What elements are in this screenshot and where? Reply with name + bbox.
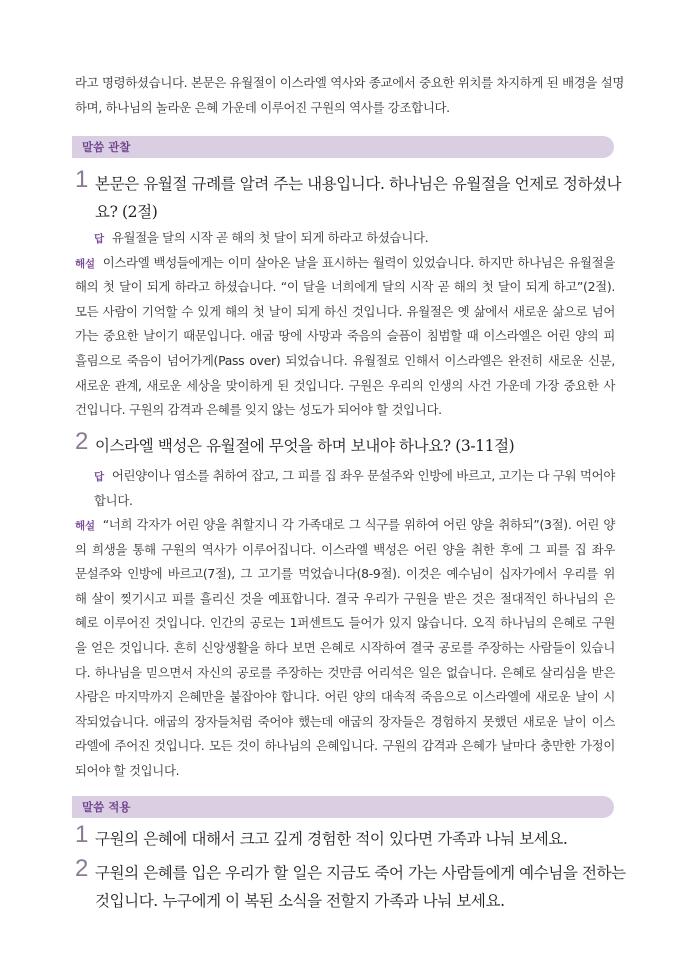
question-1 bbox=[75, 166, 622, 226]
line-text: 건입니다. 구원의 감격과 은혜를 잊지 않는 성도가 되어야 할 것입니다. bbox=[75, 402, 442, 418]
application-number: 1 bbox=[75, 821, 88, 848]
line-text: 가는 중요한 날이기 때문입니다. 애굽 땅에 사망과 죽음의 슬픔이 침범할 때 이스라엘은 어린 양의 피 bbox=[75, 328, 615, 344]
line-text: 의 희생을 통해 구원의 역사가 이루어집니다. 이스라엘 백성은 어린 양을 취한 후에 그 피를 집 좌우 bbox=[75, 541, 615, 557]
line-text: 모든 사람이 기억할 수 있게 해의 첫 날이 되게 하신 것입니다. 유월절은 옛 삶에서 새로운 삶으로 넘어 bbox=[75, 303, 615, 319]
section-header-apply bbox=[72, 796, 614, 818]
text-line bbox=[94, 464, 615, 489]
text-line bbox=[75, 374, 615, 399]
question-line: 구원의 은혜에 대해서 크고 깊게 경험한 적이 있다면 가족과 나눠 보세요. bbox=[95, 830, 568, 848]
question-line: 것입니다. 누구에게 이 복된 소식을 전할지 가족과 나눠 보세요. bbox=[95, 892, 505, 910]
line-text: 사람은 마지막까지 은혜만을 붙잡아야 합니다. 어린 양의 대속적 죽음으로 이스라엘에 새로운 날이 시 bbox=[75, 689, 615, 705]
label-tag: 해설 bbox=[75, 257, 95, 270]
line-text: 작되었습니다. 애굽의 장자들처럼 죽어야 했는데 애굽의 장자들은 경험하지 못했던 새로운 날이 이스 bbox=[75, 713, 615, 729]
line-text: 해의 첫 달이 되게 하라고 하셨습니다. “이 달을 너희에게 달의 시작 곧 해의 첫 달이 되게 하고”(2절). bbox=[75, 279, 615, 295]
question-line: 요? (2절) bbox=[95, 203, 158, 221]
line-text: 흘림으로 죽음이 넘어가게(Pass over) 되었습니다. 유월절로 인해서 이스라엘은 완전히 새로운 신분, bbox=[75, 352, 615, 368]
text-line bbox=[75, 587, 615, 612]
section-label: 말씀 적용 bbox=[82, 800, 131, 814]
text-line bbox=[75, 685, 615, 710]
text-line bbox=[75, 710, 615, 735]
text-line bbox=[75, 349, 615, 374]
text-line bbox=[75, 324, 615, 349]
line-text: 라엘에 주어진 것입니다. 모든 것이 하나님의 은혜입니다. 구원의 감격과 은혜가 날마다 충만한 가정이 bbox=[75, 738, 615, 754]
line-text: 되어야 할 것입니다. bbox=[75, 762, 180, 778]
text-line bbox=[75, 611, 615, 636]
line-text: 문설주와 인방에 바르고(7절), 그 고기를 먹었습니다(8-9절). 이것은 예수님이 십자가에서 우리를 위 bbox=[75, 566, 615, 582]
label-tag: 답 bbox=[94, 471, 104, 483]
text-line bbox=[75, 71, 625, 96]
text-line bbox=[94, 226, 615, 251]
line-text: 라고 명령하셨습니다. 본문은 유월절이 이스라엘 역사와 종교에서 중요한 위치를 차지하게 된 배경을 설명 bbox=[75, 75, 625, 90]
line-text: 새로운 관계, 새로운 세상을 맞이하게 된 것입니다. 구원은 우리의 인생의 사건 가운데 가장 중요한 사 bbox=[75, 377, 615, 393]
intro-paragraph bbox=[75, 71, 625, 120]
text-line bbox=[75, 562, 615, 587]
line-text: 어린양이나 염소를 취하여 잡고, 그 피를 집 좌우 문설주와 인방에 바르고, 고기는 다 구워 먹어야 bbox=[111, 468, 615, 483]
question-line: 구원의 은혜를 입은 우리가 할 일은 지금도 죽어 가는 사람들에게 예수님을 전하는 bbox=[95, 864, 626, 882]
line-text: 이스라엘 백성들에게는 이미 살아온 날을 표시하는 월력이 있었습니다. 하지만 하나님은 유월절을 bbox=[102, 254, 615, 270]
line-text: 을 얻은 것입니다. 흔히 신앙생활을 하다 보면 은혜로 시작하여 결국 공로를 주장하는 사람들이 있습니 bbox=[75, 639, 615, 655]
question-number: 1 bbox=[75, 166, 88, 193]
label-tag: 해설 bbox=[75, 520, 95, 532]
text-line bbox=[75, 759, 615, 784]
question-number: 2 bbox=[75, 428, 88, 455]
text-line bbox=[75, 636, 615, 661]
explanation-2 bbox=[75, 513, 615, 784]
text-line bbox=[75, 661, 615, 686]
line-text: 혜로 이루어진 것입니다. 인간의 공로는 1퍼센트도 들어가 있지 않습니다. 오직 하나님의 은혜로 구원 bbox=[75, 615, 615, 631]
answer-2 bbox=[94, 464, 615, 513]
application-number: 2 bbox=[75, 855, 88, 882]
text-line bbox=[75, 513, 615, 538]
line-text: “너희 각자가 어린 양을 취할지니 각 가족대로 그 식구를 위하여 어린 양을 취하되”(3절). 어린 양 bbox=[102, 517, 615, 532]
text-line bbox=[75, 734, 615, 759]
application-1 bbox=[75, 821, 620, 853]
text-line bbox=[75, 96, 615, 121]
text-line bbox=[75, 275, 615, 300]
text-line bbox=[75, 538, 615, 563]
line-text: 합니다. bbox=[94, 492, 133, 508]
text-line bbox=[75, 251, 615, 276]
line-text: 다. 하나님을 믿으면서 자신의 공로를 주장하는 것만큼 어리석은 일은 없습니다. 은혜로 살리심을 받은 bbox=[75, 664, 615, 680]
line-text: 해 살이 찢기시고 피를 흘리신 것을 예표합니다. 결국 우리가 구원을 받은 것은 절대적인 하나님의 은 bbox=[75, 590, 615, 606]
text-line bbox=[94, 489, 615, 514]
line-text: 유월절을 달의 시작 곧 해의 첫 달이 되게 하라고 하셨습니다. bbox=[111, 230, 429, 245]
line-text: 하며, 하나님의 놀라운 은혜 가운데 이루어진 구원의 역사를 강조합니다. bbox=[75, 99, 450, 115]
question-line: 본문은 유월절 규례를 알려 주는 내용입니다. 하나님은 유월절을 언제로 정하셨나 bbox=[95, 175, 622, 193]
application-2 bbox=[75, 855, 626, 915]
label-tag: 답 bbox=[94, 233, 104, 245]
explanation-1 bbox=[75, 251, 615, 423]
answer-1 bbox=[94, 226, 615, 251]
text-line bbox=[75, 398, 615, 423]
section-label: 말씀 관찰 bbox=[82, 140, 131, 154]
question-2 bbox=[75, 428, 620, 460]
text-line bbox=[75, 300, 615, 325]
question-line: 이스라엘 백성은 유월절에 무엇을 하며 보내야 하나요? (3-11절) bbox=[95, 437, 515, 455]
section-header-observe bbox=[72, 136, 614, 158]
